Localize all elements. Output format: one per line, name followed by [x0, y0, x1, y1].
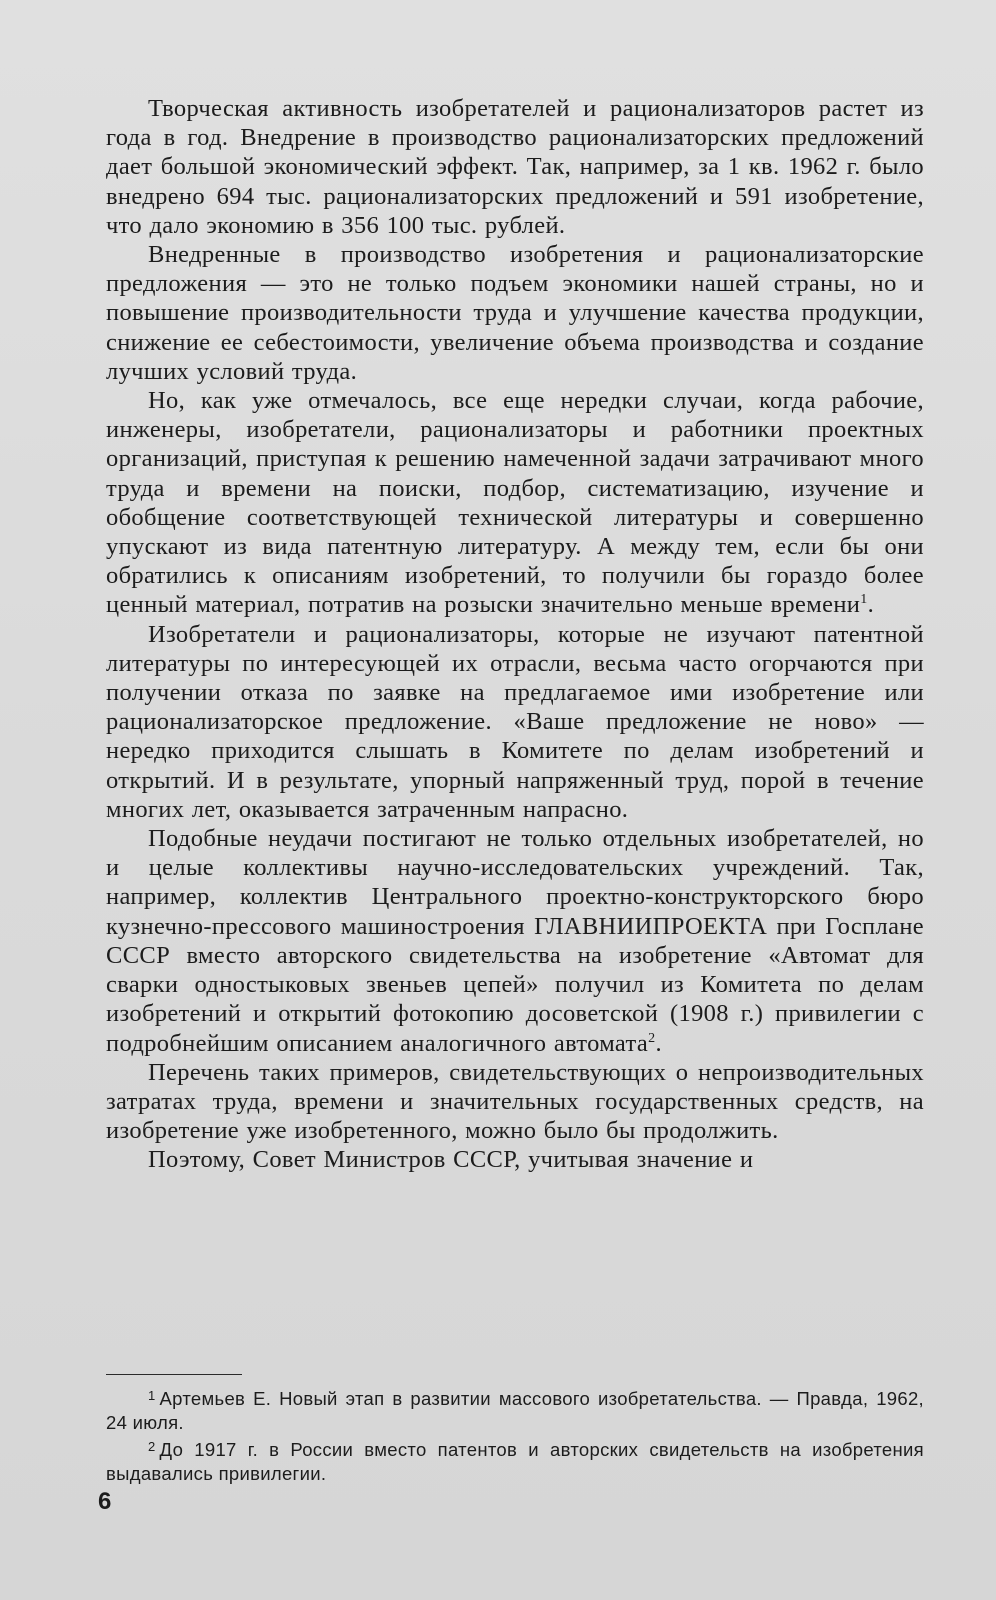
paragraph-text: Подобные неудачи постигают не только отдельных изобретателей, но и целые коллективы научно-исследовательских учреждений. Так, например, коллектив Центрального проектно-конструкторского бюро кузнечно-прессового машиностроения ГЛАВНИИПРОЕКТА при Госплане СССР вместо авторского свидетельства на изобретение «Автомат для сварки одностыковых звеньев цепей» получил из Комитета по делам изобретений и открытий фотокопию досоветской (1908 г.) привилегии с подробнейшим описанием аналогичного автомата — [106, 825, 924, 1057]
paragraph — [106, 1058, 924, 1146]
footnote-text: До 1917 г. в России вместо патентов и авторских свидетельств на изобретения выдавались привилегии. — [106, 1439, 924, 1484]
paragraph-text: Но, как уже отмечалось, все еще нередки случаи, когда рабочие, инженеры, изобретатели, рационализаторы и работники проектных организаций, приступая к решению намеченной задачи затрачивают много труда и времени на поиски, подбор, систематизацию, изучение и обобщение соответствующей технической литературы и совершенно упускают из вида патентную литературу. А между тем, если бы они обратились к описаниям изобретений, то получили бы гораздо более ценный материал, потратив на розыски значительно меньше времени — [106, 387, 924, 619]
footnote-divider — [106, 1374, 242, 1375]
paragraph — [106, 620, 924, 824]
page-number: 6 — [98, 1488, 112, 1515]
footnote-text: Артемьев Е. Новый этап в развитии массового изобретательства. — Правда, 1962, 24 июля. — [106, 1388, 924, 1433]
paragraph: Подобные неудачи постигают не только отдельных изобретателей, но и целые коллективы научно-исследовательских учреждений. Так, например, коллектив Центрального проектно-конструкторского бюро кузнечно-прессового машиностроения ГЛАВНИИПРОЕКТА при Госплане СССР вместо авторского свидетельства на изобретение «Автомат для сварки одностыковых звеньев цепей» получил из Комитета по делам изобретений и открытий фотокопию досоветской (1908 г.) привилегии с подробнейшим описанием аналогичного автомата$^2$. — [106, 825, 924, 1057]
main-text — [106, 94, 924, 1175]
paragraph-text: Внедренные в производство изобретения и рационализаторские предложения — это не только подъем экономики нашей страны, но и повышение производительности труда и улучшение качества продукции, снижение ее себестоимости, увеличение объема производства и создание лучших условий труда. — [106, 241, 924, 385]
paragraph — [106, 94, 924, 240]
paragraph — [106, 240, 924, 386]
footnote-mark: 1 — [148, 1388, 156, 1403]
paragraph-text: Поэтому, Совет Министров СССР, учитывая значение и — [148, 1146, 754, 1174]
paragraph — [106, 1145, 924, 1174]
paragraph-text: Перечень таких примеров, свидетельствующих о непроизводительных затратах труда, времени и значительных государственных средств, на изобретение уже изобретенного, можно было бы продолжить. — [106, 1058, 924, 1145]
footnote — [106, 1435, 924, 1486]
footnote-reference[interactable]: 2 — [648, 1030, 656, 1046]
footnote — [106, 1384, 924, 1435]
paragraph: Но, как уже отмечалось, все еще нередки случаи, когда рабочие, инженеры, изобретатели, рационализаторы и работники проектных организаций, приступая к решению намеченной задачи затрачивают много труда и времени на поиски, подбор, систематизацию, изучение и обобщение соответствующей технической литературы и совершенно упускают из вида патентную литературу. А между тем, если бы они обратились к описаниям изобретений, то получили бы гораздо более ценный материал, потратив на розыски значительно меньше времени$^1$. — [106, 387, 924, 619]
paragraph-text: Изобретатели и рационализаторы, которые не изучают патентной литературы по интересующей их отрасли, весьма часто огорчаются при получении отказа по заявке на предлагаемое ими изобретение или рационализаторское предложение. «Ваше предложение не ново» — нередко приходится слышать в Комитете по делам изобретений и открытий. И в результате, упорный напряженный труд, порой в течение многих лет, оказывается затраченным напрасно. — [106, 620, 924, 823]
footnotes — [106, 1384, 924, 1486]
footnote-mark: 2 — [148, 1439, 156, 1454]
footnote-reference[interactable]: 1 — [860, 592, 868, 608]
paragraph-text: Творческая активность изобретателей и рационализаторов растет из года в год. Внедрение в производство рационализаторских предложений дает большой экономический эффект. Так, например, за 1 кв. 1962 г. было внедрено 694 тыс. рационализаторских предложений и 591 изобретение, что дало экономию в 356 100 тыс. рублей. — [106, 95, 924, 239]
